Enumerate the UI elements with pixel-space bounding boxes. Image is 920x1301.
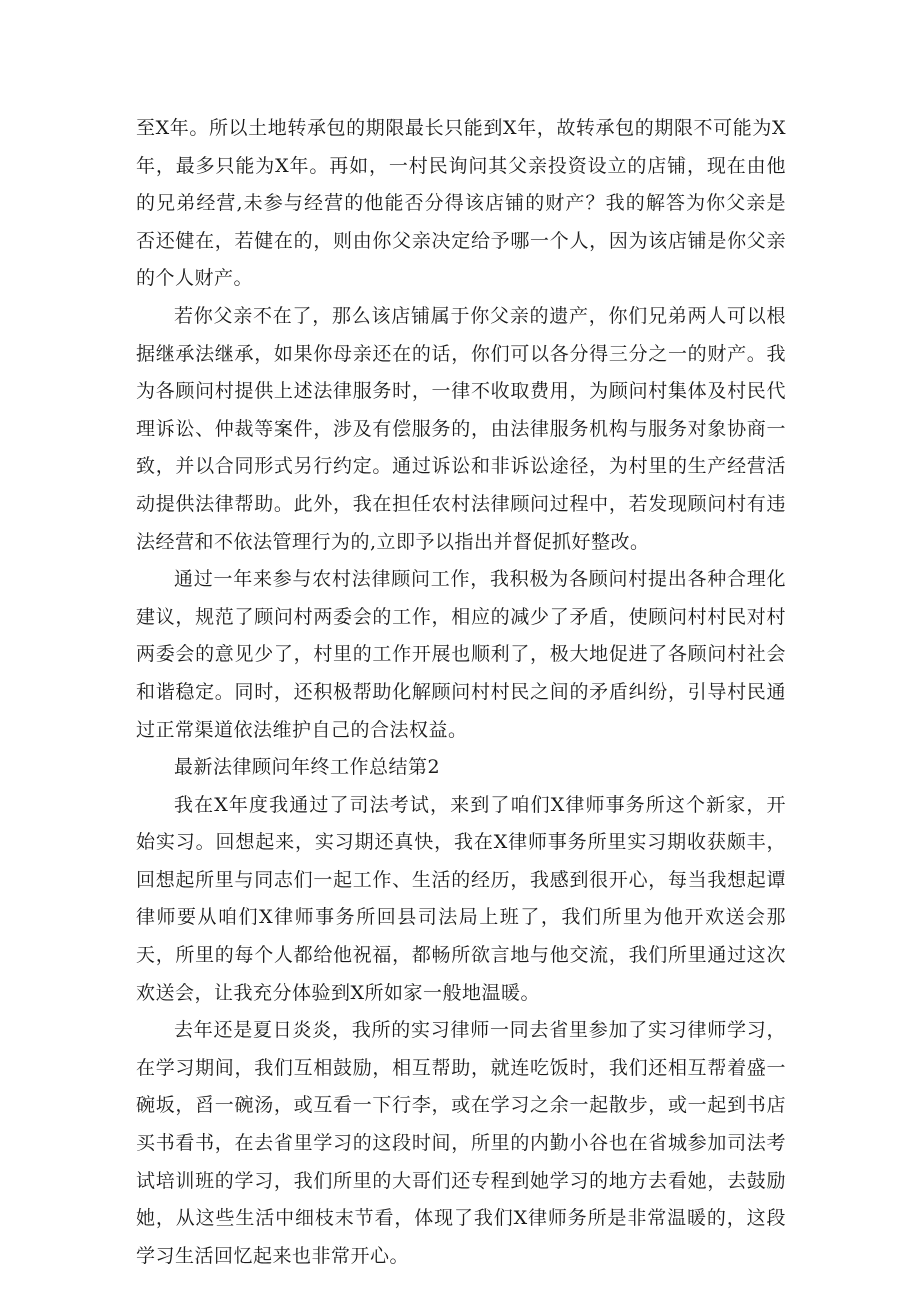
section-heading: 最新法律顾问年终工作总结第2 xyxy=(174,756,441,779)
paragraph-4: 我在X年度我通过了司法考试，来到了咱们X律师事务所这个新家，开始实习。回想起来，实习期还真快，我在X律师事务所里实习期收获颇丰，回想起所里与同志们一起工作、生活的经历，我感到很开心，每当我想起谭律师要从咱们X律师事务所回县司法局上班了，我们所里为他开欢送会那天，所里的每个人都给他祝福，都畅所欲言地与他交流，我们所里通过这次欢送会，让我充分体验到X所如家一般地温暖。 xyxy=(136,793,786,1004)
paragraph-3: 通过一年来参与农村法律顾问工作，我积极为各顾问村提出各种合理化建议，规范了顾问村两委会的工作，相应的减少了矛盾，使顾问村村民对村两委会的意见少了，村里的工作开展也顺利了，极大地促进了各顾问村社会和谐稳定。同时，还积极帮助化解顾问村村民之间的矛盾纠纷，引导村民通过正常渠道依法维护自己的合法权益。 xyxy=(136,568,786,741)
paragraph-5: 去年还是夏日炎炎，我所的实习律师一同去省里参加了实习律师学习，在学习期间，我们互相鼓励，相互帮助，就连吃饭时，我们还相互帮着盛一碗坂，舀一碗汤，或互看一下行李，或在学习之余一起散步，或一起到书店买书看书，在去省里学习的这段时间，所里的内勤小谷也在省城参加司法考试培训班的学习，我们所里的大哥们还专程到她学习的地方去看她，去鼓励她，从这些生活中细枝末节看，体现了我们X律师务所是非常温暖的，这段学习生活回忆起来也非常开心。 xyxy=(136,1019,786,1267)
paragraph-2: 若你父亲不在了，那么该店铺属于你父亲的遗产，你们兄弟两人可以根据继承法继承，如果你母亲还在的话，你们可以各分得三分之一的财产。我为各顾问村提供上述法律服务时，一律不收取费用，为顾问村集体及村民代理诉讼、仲裁等案件，涉及有偿服务的，由法律服务机构与服务对象协商一致，并以合同形式另行约定。通过诉讼和非诉讼途径，为村里的生产经营活动提供法律帮助。此外，我在担任农村法律顾问过程中，若发现顾问村有违法经营和不依法管理行为的,立即予以指出并督促抓好整改。 xyxy=(136,304,786,553)
paragraph-1: 至X年。所以土地转承包的期限最长只能到X年，故转承包的期限不可能为X年，最多只能为X年。再如，一村民询问其父亲投资设立的店铺，现在由他的兄弟经营,未参与经营的他能否分得该店铺的财产？我的解答为你父亲是否还健在，若健在的，则由你父亲决定给予哪一个人，因为该店铺是你父亲的个人财产。 xyxy=(136,117,786,290)
document-body xyxy=(136,110,786,1275)
